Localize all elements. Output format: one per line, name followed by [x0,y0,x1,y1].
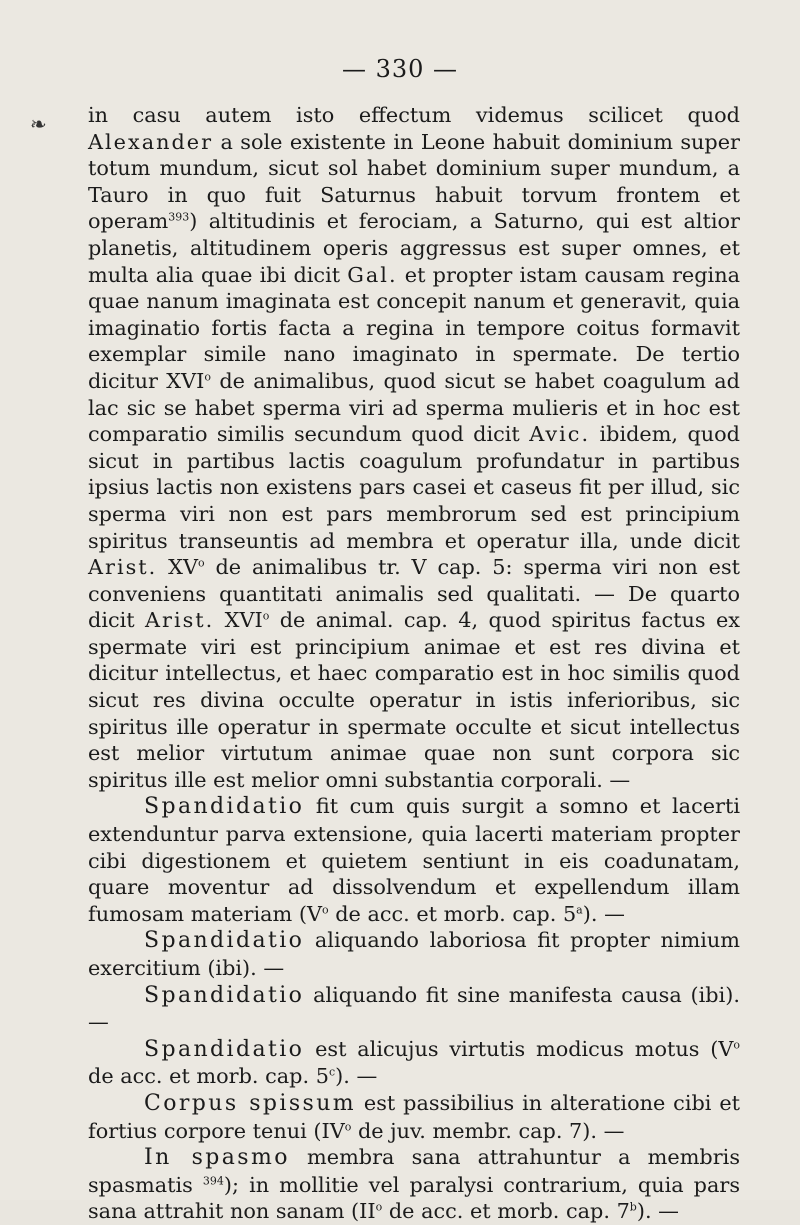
text-run: fit cum quis surgit a somno et lacerti extenduntur parva extensione, quia lacerti materiam propter cibi digestionem et quietem sentiunt in eis coadunatam, quare moventur ad dissolvendum et expellendum illam fumosam materiam (V [88,794,740,926]
text-run: aliquando laboriosa fit propter nimium exercitium (ibi). — [88,928,740,980]
entry-headword: Spandidatio [144,1036,305,1062]
superscript: c [328,1065,336,1079]
superscript: o [321,903,329,917]
author-abbreviation: Arist. [88,555,158,580]
text-run: ). — [335,1064,378,1089]
body-text [88,102,740,1225]
superscript: o [375,1200,383,1214]
superscript: o [262,609,270,623]
superscript: o [197,556,205,570]
text-run: est passibilius in alteratione cibi et fortius corpore tenui (IV [88,1090,740,1143]
superscript: a [576,903,583,917]
author-abbreviation: Avic. [529,422,591,447]
text-run: de animalibus, quod sicut se habet coagulum ad lac sic se habet sperma viri ad sperma mulieris et in hoc est comparatio similis secundum quod dicit [88,368,740,447]
entry-headword: Spandidatio [144,794,305,820]
text-run: XVI [214,608,263,633]
margin-mark-icon: ❧ [30,112,47,136]
superscript: o [204,370,211,384]
paragraph-p3 [88,927,740,981]
author-abbreviation: Arist. [145,608,215,633]
paragraph-p2 [88,793,740,927]
text-run: membra sana attrahuntur a membris spasmatis [88,1145,740,1197]
text-run: in casu autem isto effectum videmus scilicet quod [88,103,740,127]
entry-headword: Spandidatio [144,928,305,954]
text-run: XV [157,555,198,580]
text-run: a sole existente in Leone habuit dominium super totum mundum, sicut sol habet dominium super mundum, a Tauro in quo fuit Saturnus habuit torvum frontem et operam [88,129,740,234]
paragraph-p6 [88,1090,740,1144]
text-run: de acc. et morb. cap. 7 [382,1199,630,1224]
superscript: 394 [202,1174,224,1188]
superscript: 393 [168,210,190,224]
text-run: de acc. et morb. cap. 5 [328,901,577,926]
author-abbreviation: Gal. [347,262,398,287]
page-number: — 330 — [341,55,459,83]
paragraph-p1 [88,102,740,793]
text-run: et propter istam causam regina quae nanum imaginata est concepit nanum et generavit, quia imaginatio fortis facta a regina in tempore coitus formavit exemplar simile nano imaginato in spermate. De tertio dicitur XVI [88,262,740,393]
superscript: o [344,1119,352,1133]
author-abbreviation: Alexander [88,129,214,154]
entry-headword: In spasmo [144,1145,290,1171]
entry-headword: Spandidatio [144,982,305,1008]
text-run: ). — [582,901,625,926]
superscript: b [629,1200,637,1214]
text-run: ibidem, quod sicut in partibus lactis coagulum profundatur in partibus ipsius lactis non existens pars casei et caseus fit per illud, sic sperma viri non est pars membrorum sed est principium spiritus transeuntis ad membra et operatur illa, unde dicit [88,422,740,553]
superscript: o [733,1038,740,1052]
text-run: de acc. et morb. cap. 5 [88,1064,329,1089]
text-run: ); in mollitie vel paralysi contrarium, quia pars sana attrahit non sanam (II [88,1172,740,1224]
text-run: de juv. membr. cap. 7). — [351,1118,625,1143]
text-run: de animalibus tr. V cap. 5: sperma viri non est conveniens quantitati animalis sed qualitati. — De quarto dicit [88,555,740,633]
text-run: ). — [636,1199,679,1224]
paragraph-p4 [88,982,740,1036]
text-run: ) altitudinis et ferociam, a Saturno, qui est altior planetis, altitudinem operis aggressus est super omnes, et multa alia quae ibi dicit [88,209,740,287]
text-run: est alicujus virtutis modicus motus (V [304,1036,734,1061]
paragraph-p7 [88,1144,740,1225]
entry-headword: Corpus spissum [144,1090,357,1116]
text-run: aliquando fit sine manifesta causa (ibi). — [88,982,740,1035]
paragraph-p5 [88,1036,740,1090]
text-run: de animal. cap. 4, quod spiritus factus ex spermate viri est principium animae et est res divina et dicitur intellectus, et haec comparatio est in hoc similis quod sicut res divina occulte operatur in istis inferioribus, sic spiritus ille operatur in spermate occulte et sicut intellectus est melior virtutum animae quae non sunt corpora sic spiritus ille est melior omni substantia corporali. — [88,608,740,792]
